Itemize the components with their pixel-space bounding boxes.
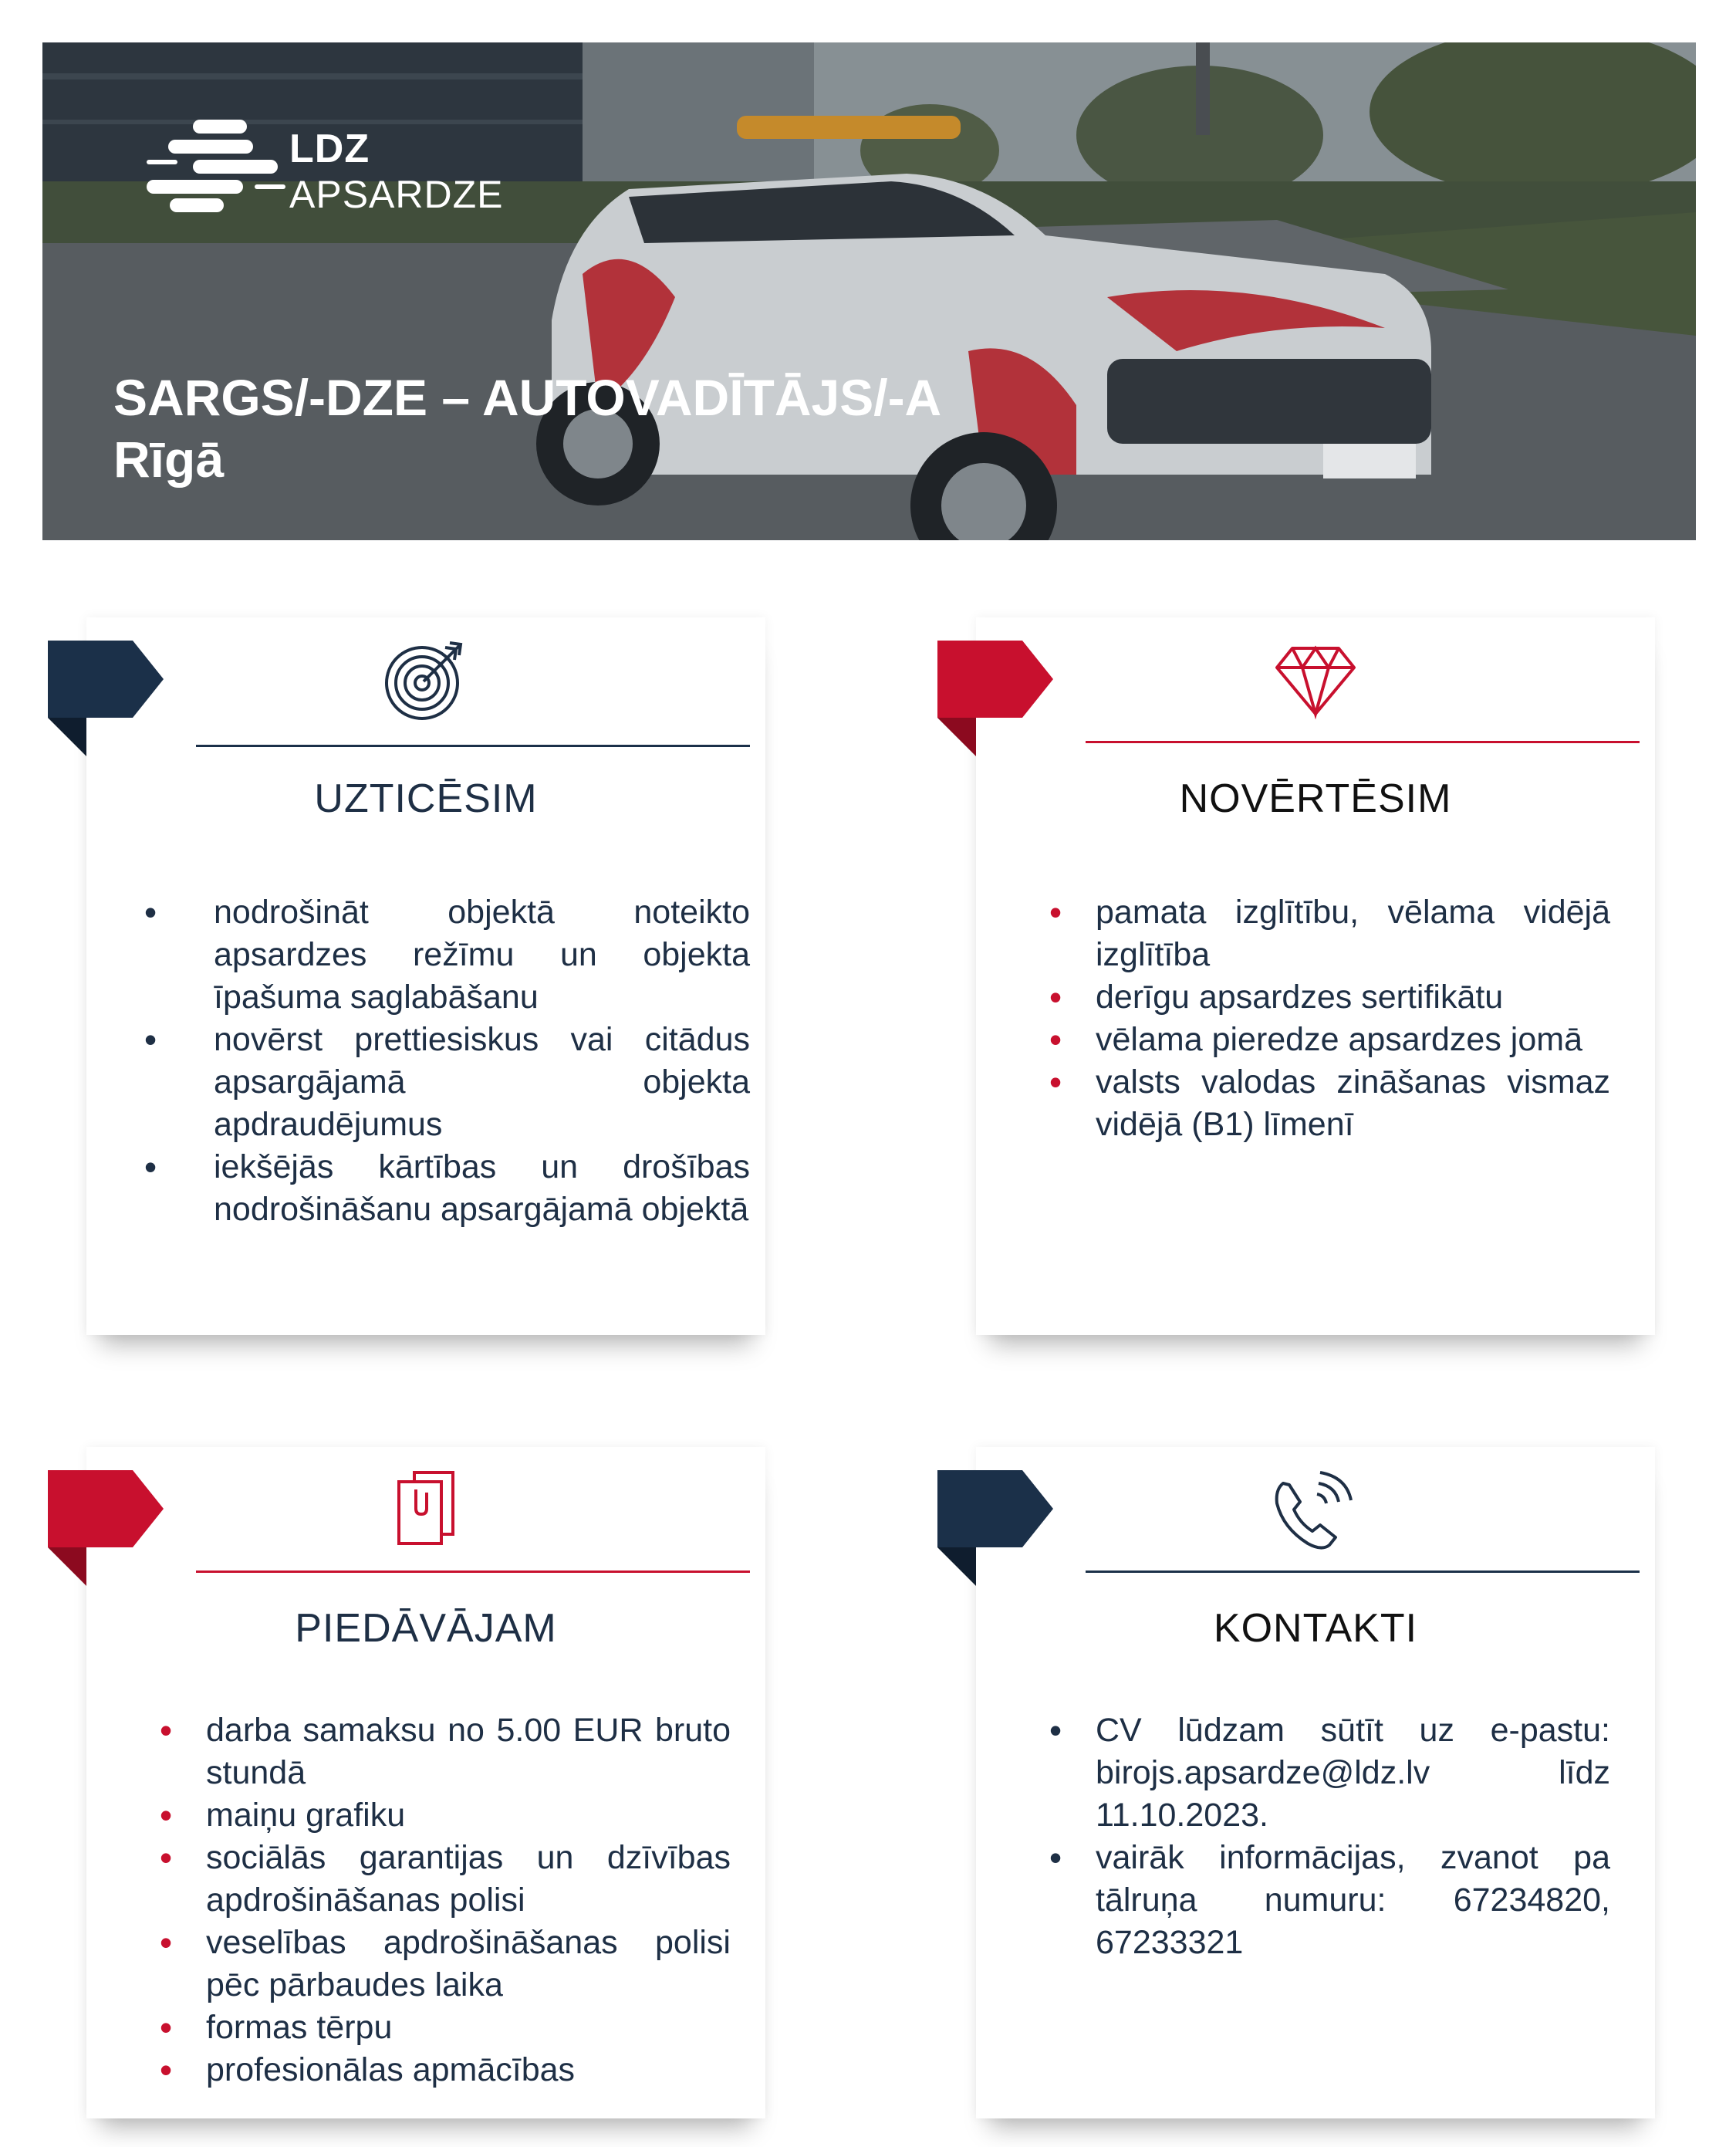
card-title: KONTAKTI <box>1213 1606 1418 1651</box>
logo-text-apsardze: APSARDZE <box>289 173 504 216</box>
logo-bars-icon <box>147 120 285 212</box>
list-item: • vēlama pieredze apsardzes jomā <box>1049 1019 1610 1061</box>
list-item: • vairāk informācijas, zvanot pa tālruņa numuru: 67234820, 67233321 <box>1049 1837 1610 1964</box>
list-item: • nodrošināt objektā noteikto apsardzes režīmu un objekta īpašuma saglabāšanu <box>144 891 750 1019</box>
ldz-apsardze-logo <box>147 120 517 243</box>
card-title: NOVĒRTĒSIM <box>1179 776 1452 821</box>
target-icon <box>86 637 765 722</box>
card-title: PIEDĀVĀJAM <box>295 1606 557 1651</box>
list-item: • veselības apdrošināšanas polisi pēc pārbaudes laika <box>160 1922 731 2007</box>
list-item: • profesionālas apmācības <box>160 2049 731 2091</box>
card-divider <box>196 1571 750 1573</box>
list-item: • novērst prettiesiskus vai citādus apsargājamā objekta apdraudējumus <box>144 1019 750 1146</box>
card-divider <box>1086 1571 1640 1573</box>
logo-text-ldz: LDZ <box>289 127 370 171</box>
list-item: • maiņu grafiku <box>160 1794 731 1837</box>
card-title: UZTICĒSIM <box>314 776 538 821</box>
requirements-list <box>1049 891 1610 1146</box>
list-item: • pamata izglītību, vēlama vidējā izglītība <box>1049 891 1610 976</box>
list-item: • valsts valodas zināšanas vismaz vidējā (B1) līmenī <box>1049 1061 1610 1146</box>
job-location: Rīgā <box>113 431 225 488</box>
contacts-list <box>1049 1709 1610 1964</box>
list-item: • sociālās garantijas un dzīvības apdrošināšanas polisi <box>160 1837 731 1922</box>
list-item: • darba samaksu no 5.00 EUR bruto stundā <box>160 1709 731 1794</box>
job-title-line1: SARGS/-DZE – AUTOVADĪTĀJS/-A <box>113 369 942 426</box>
card-piedavajam <box>86 1447 765 2118</box>
card-novertesim <box>976 617 1655 1335</box>
diamond-icon <box>976 637 1655 722</box>
list-item: • iekšējās kārtības un drošības nodrošināšanu apsargājamā objektā <box>144 1146 750 1231</box>
offer-list <box>160 1709 731 2091</box>
job-title <box>113 367 941 490</box>
card-uzticesim <box>86 617 765 1335</box>
documents-icon <box>86 1466 765 1551</box>
list-item: • derīgu apsardzes sertifikātu <box>1049 976 1610 1019</box>
card-divider <box>196 745 750 747</box>
list-item: • CV lūdzam sūtīt uz e-pastu: birojs.apsardze@ldz.lv līdz 11.10.2023. <box>1049 1709 1610 1837</box>
phone-icon <box>976 1466 1655 1551</box>
card-kontakti <box>976 1447 1655 2118</box>
list-item: • formas tērpu <box>160 2007 731 2049</box>
hero-banner <box>42 42 1696 540</box>
duties-list <box>144 891 750 1231</box>
card-divider <box>1086 741 1640 743</box>
